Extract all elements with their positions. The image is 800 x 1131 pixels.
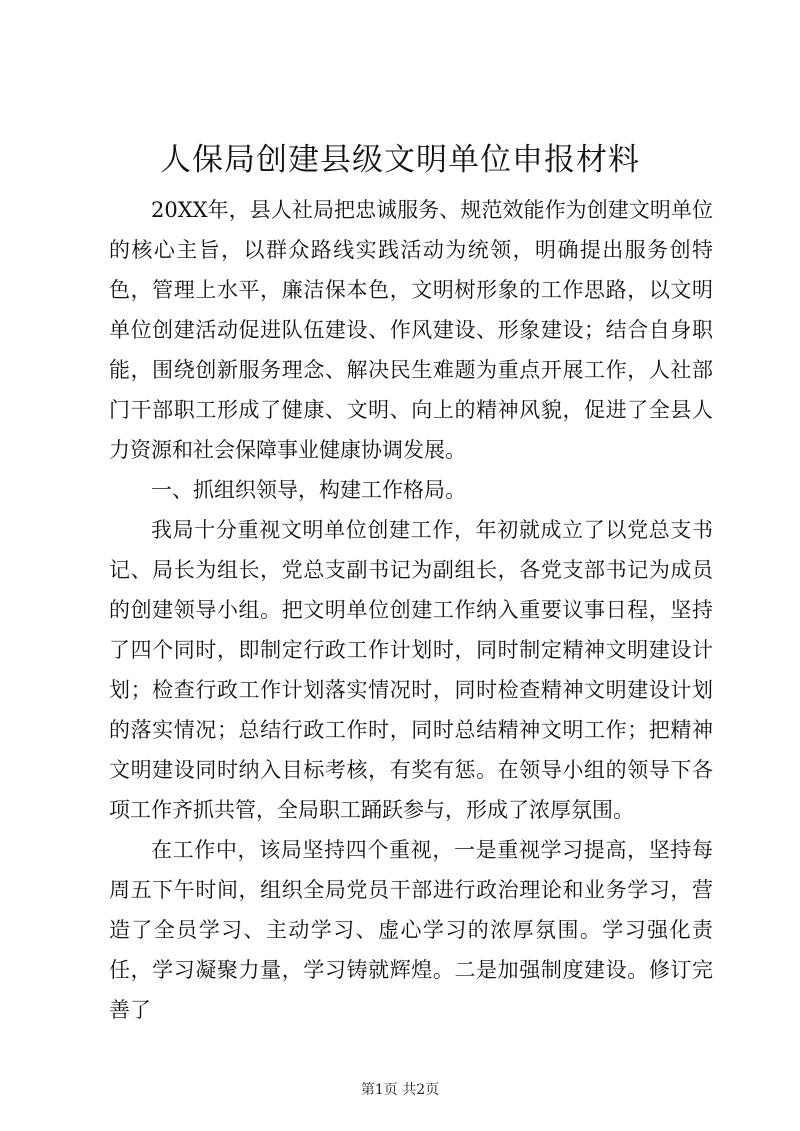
paragraph-intro: 20XX年，县人社局把忠诚服务、规范效能作为创建文明单位的核心主旨，以群众路线实践活动为统领，明确提出服务创特色，管理上水平，廉洁保本色，文明树形象的工作思路，以文明单位创建活动促进队伍建设、作风建设、形象建设；结合自身职能，围绕创新服务理念、解决民生难题为重点开展工作，人社部门干部职工形成了健康、文明、向上的精神风貌，促进了全县人力资源和社会保障事业健康协调发展。 [109,198,713,462]
document-title: 人保局创建县级文明单位申报材料 [160,142,640,178]
paragraph-work: 在工作中，该局坚持四个重视，一是重视学习提高，坚持每周五下午时间，组织全局党员干部进行政治理论和业务学习，营造了全员学习、主动学习、虚心学习的浓厚氛围。学习强化责任，学习凝聚力量，学习铸就辉煌。二是加强制度建设。修订完善了 [109,838,713,1022]
page-number-footer: 第1页 共2页 [360,1082,440,1098]
paragraph-organization: 我局十分重视文明单位创建工作，年初就成立了以党总支书记、局长为组长，党总支副书记为副组长，各党支部书记为成员的创建领导小组。把文明单位创建工作纳入重要议事日程，坚持了四个同时，即制定行政工作计划时，同时制定精神文明建设计划；检查行政工作计划落实情况时，同时检查精神文明建设计划的落实情况；总结行政工作时，同时总结精神文明工作；把精神文明建设同时纳入目标考核，有奖有惩。在领导小组的领导下各项工作齐抓共管，全局职工踊跃参与，形成了浓厚氛围。 [109,518,713,822]
document-body [109,190,713,1030]
section-heading-1: 一、抓组织领导，构建工作格局。 [151,478,466,502]
